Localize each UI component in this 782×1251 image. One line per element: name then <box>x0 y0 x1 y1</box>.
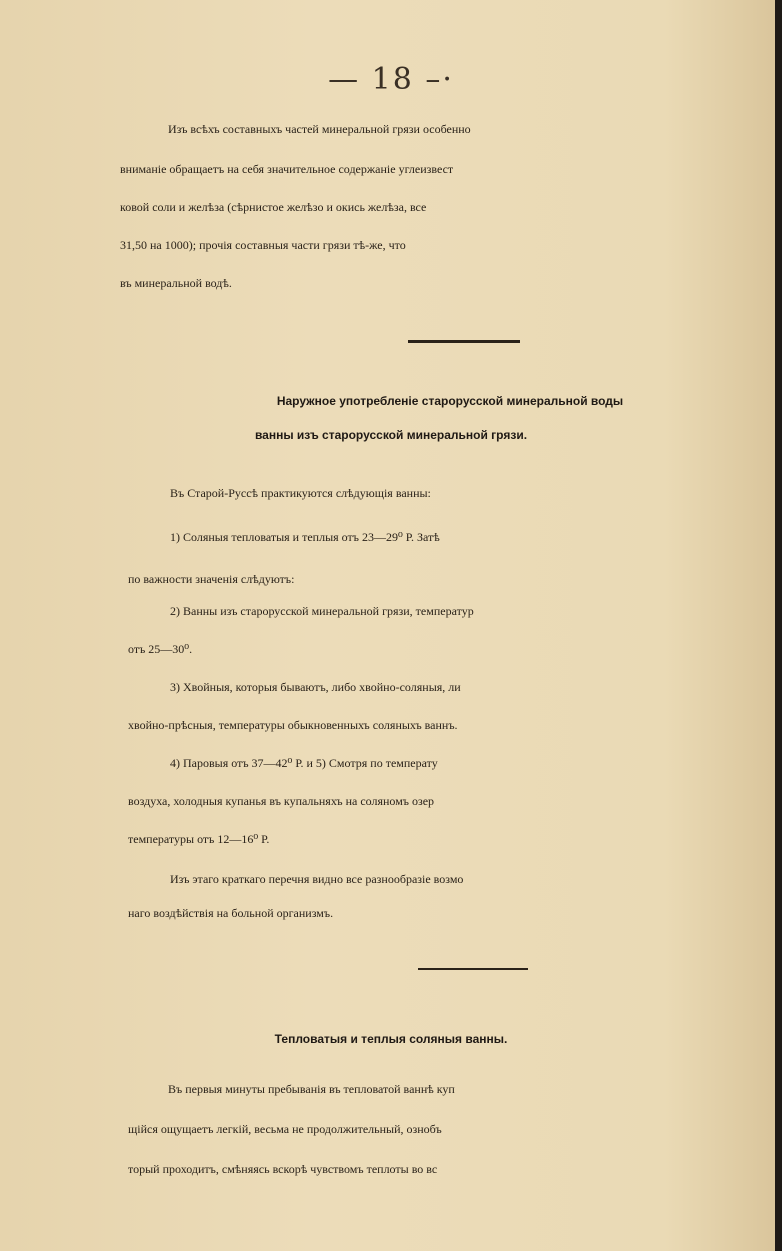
text-line: вниманіе обращаетъ на себя значительное содержаніе углеизвест <box>120 162 454 176</box>
text-line: температуры отъ 12—16⁰ Р. <box>128 832 270 846</box>
text-line: Въ Старой-Руссѣ практикуются слѣдующія ванны: <box>170 486 431 500</box>
page-number: — 18 –· <box>328 62 454 97</box>
section-divider <box>408 340 520 343</box>
text-line: 2) Ванны изъ старорусской минеральной грязи, температур <box>170 604 474 618</box>
text-line: щійся ощущаетъ легкій, весьма не продолжительный, ознобъ <box>128 1122 442 1136</box>
text-line: Изъ этаго краткаго перечня видно все разнообразіе возмо <box>170 872 464 886</box>
text-line: торый проходитъ, смѣняясь вскорѣ чувствомъ теплоты во вс <box>128 1162 438 1176</box>
text-line: 3) Хвойныя, которыя бываютъ, либо хвойно-соляныя, ли <box>170 680 461 694</box>
text-line: 31,50 на 1000); прочія составныя части грязи тѣ-же, что <box>120 238 406 252</box>
page-spine-edge <box>775 0 782 1251</box>
text-line: хвойно-прѣсныя, температуры обыкновенныхъ соляныхъ ваннъ. <box>128 718 458 732</box>
text-line: Изъ всѣхъ составныхъ частей минеральной грязи особенно <box>168 122 471 136</box>
text-line: Въ первыя минуты пребыванія въ тепловатой ваннѣ куп <box>168 1082 455 1096</box>
text-line: въ минеральной водѣ. <box>120 276 232 290</box>
text-line: по важности значенія слѣдуютъ: <box>128 572 295 586</box>
text-line: воздуха, холодныя купанья въ купальняхъ на соляномъ озер <box>128 794 435 808</box>
text-line: отъ 25—30⁰. <box>128 642 193 656</box>
section-subheading-mud-baths: ванны изъ старорусской минеральной грязи. <box>254 428 528 442</box>
text-line: ковой соли и желѣза (сѣрнистое желѣзо и окись желѣза, все <box>120 200 427 214</box>
text-line: 1) Соляныя тепловатыя и теплыя отъ 23—29⁰ Р. Затѣ <box>170 530 440 544</box>
text-line: наго воздѣйствія на больной организмъ. <box>128 906 334 920</box>
section-heading-external-use: Наружное употребленіе старорусской минеральной воды <box>276 394 624 408</box>
section-divider <box>418 968 528 970</box>
section-heading-warm-salt-baths: Тепловатыя и теплыя соляныя ванны. <box>274 1032 508 1046</box>
text-line: 4) Паровыя отъ 37—42⁰ Р. и 5) Смотря по температу <box>170 756 438 770</box>
